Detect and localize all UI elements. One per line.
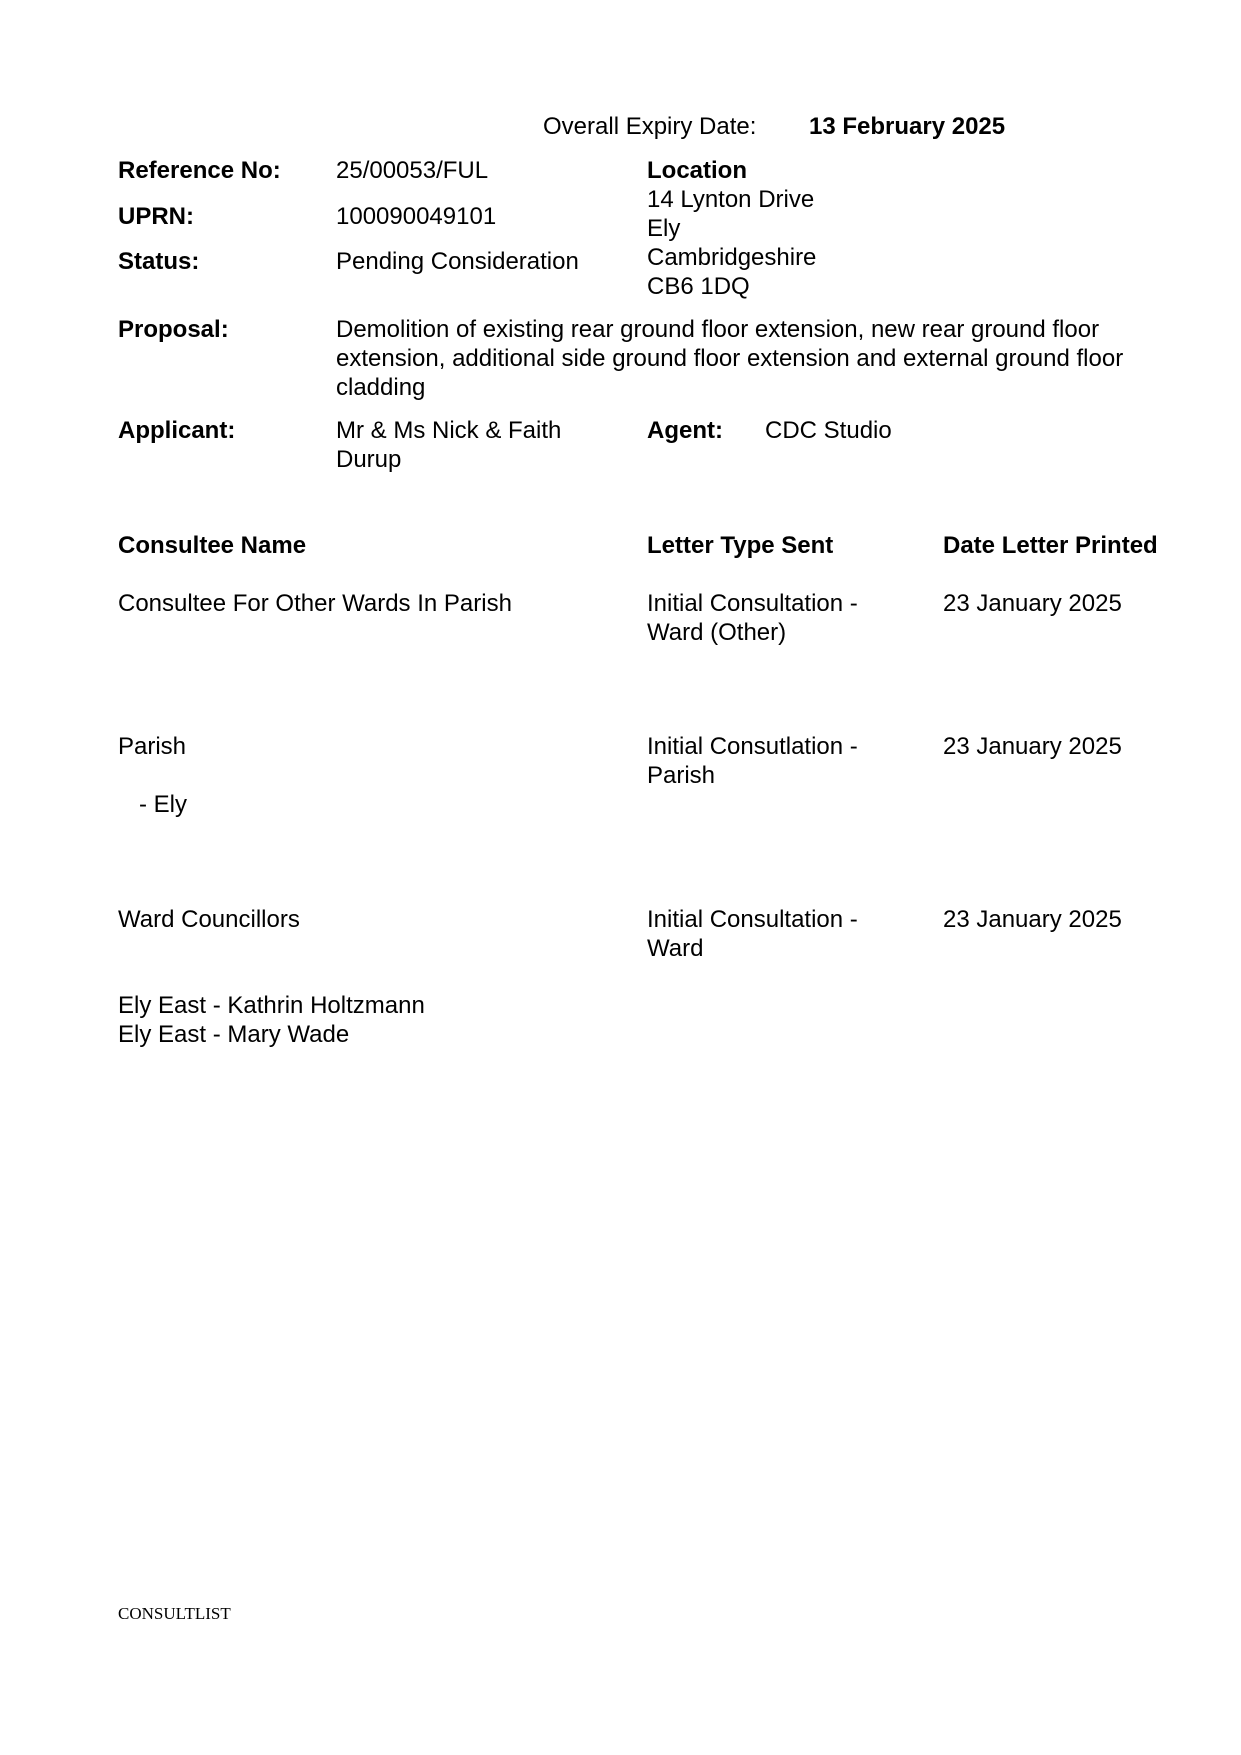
location-label: Location	[647, 157, 747, 184]
expiry-date-label: Overall Expiry Date:	[543, 113, 757, 140]
proposal-line: extension, additional side ground floor extension and external ground floor	[336, 345, 1124, 372]
applicant-name	[336, 416, 561, 474]
header-date-printed: Date Letter Printed	[943, 532, 1158, 559]
header-consultee-name: Consultee Name	[118, 532, 307, 559]
agent-label: Agent:	[647, 417, 723, 444]
uprn-label: UPRN:	[118, 203, 194, 230]
applicant-line: Mr & Ms Nick & Faith	[336, 417, 562, 444]
consultee-name: Ward Councillors	[118, 906, 300, 933]
letter-type	[647, 589, 858, 647]
uprn-value: 100090049101	[336, 203, 497, 230]
proposal-line: cladding	[336, 374, 426, 401]
status-label: Status:	[118, 248, 200, 275]
date-printed: 23 January 2025	[943, 590, 1122, 617]
location-line: 14 Lynton Drive	[647, 186, 815, 213]
status-value: Pending Consideration	[336, 248, 579, 275]
location-line: Cambridgeshire	[647, 244, 817, 271]
ward-member: Ely East - Kathrin Holtzmann	[118, 992, 425, 1019]
location-line: CB6 1DQ	[647, 273, 750, 300]
letter-type-line: Ward (Other)	[647, 619, 787, 646]
consultee-name: Parish	[118, 733, 187, 760]
letter-type	[647, 905, 858, 963]
letter-type-line: Parish	[647, 762, 716, 789]
letter-type-line: Initial Consultation -	[647, 590, 858, 617]
proposal-text	[336, 315, 1123, 402]
ward-members	[118, 991, 425, 1049]
letter-type-line: Initial Consultation -	[647, 906, 858, 933]
letter-type	[647, 732, 858, 790]
proposal-label: Proposal:	[118, 316, 229, 343]
agent-value: CDC Studio	[765, 417, 892, 444]
letter-type-line: Ward	[647, 935, 704, 962]
parish-subitem: - Ely	[139, 791, 187, 818]
reference-value: 25/00053/FUL	[336, 157, 489, 184]
reference-label: Reference No:	[118, 157, 281, 184]
location-line: Ely	[647, 215, 681, 242]
date-printed: 23 January 2025	[943, 906, 1122, 933]
applicant-line: Durup	[336, 446, 402, 473]
ward-member: Ely East - Mary Wade	[118, 1021, 350, 1048]
header-letter-type: Letter Type Sent	[647, 532, 834, 559]
expiry-date-value: 13 February 2025	[809, 113, 1006, 140]
location-address	[647, 185, 816, 301]
letter-type-line: Initial Consutlation -	[647, 733, 858, 760]
proposal-line: Demolition of existing rear ground floor extension, new rear ground floor	[336, 316, 1100, 343]
report-code: CONSULTLIST	[118, 1604, 231, 1623]
consultee-name: Consultee For Other Wards In Parish	[118, 590, 512, 617]
applicant-label: Applicant:	[118, 417, 236, 444]
date-printed: 23 January 2025	[943, 733, 1122, 760]
